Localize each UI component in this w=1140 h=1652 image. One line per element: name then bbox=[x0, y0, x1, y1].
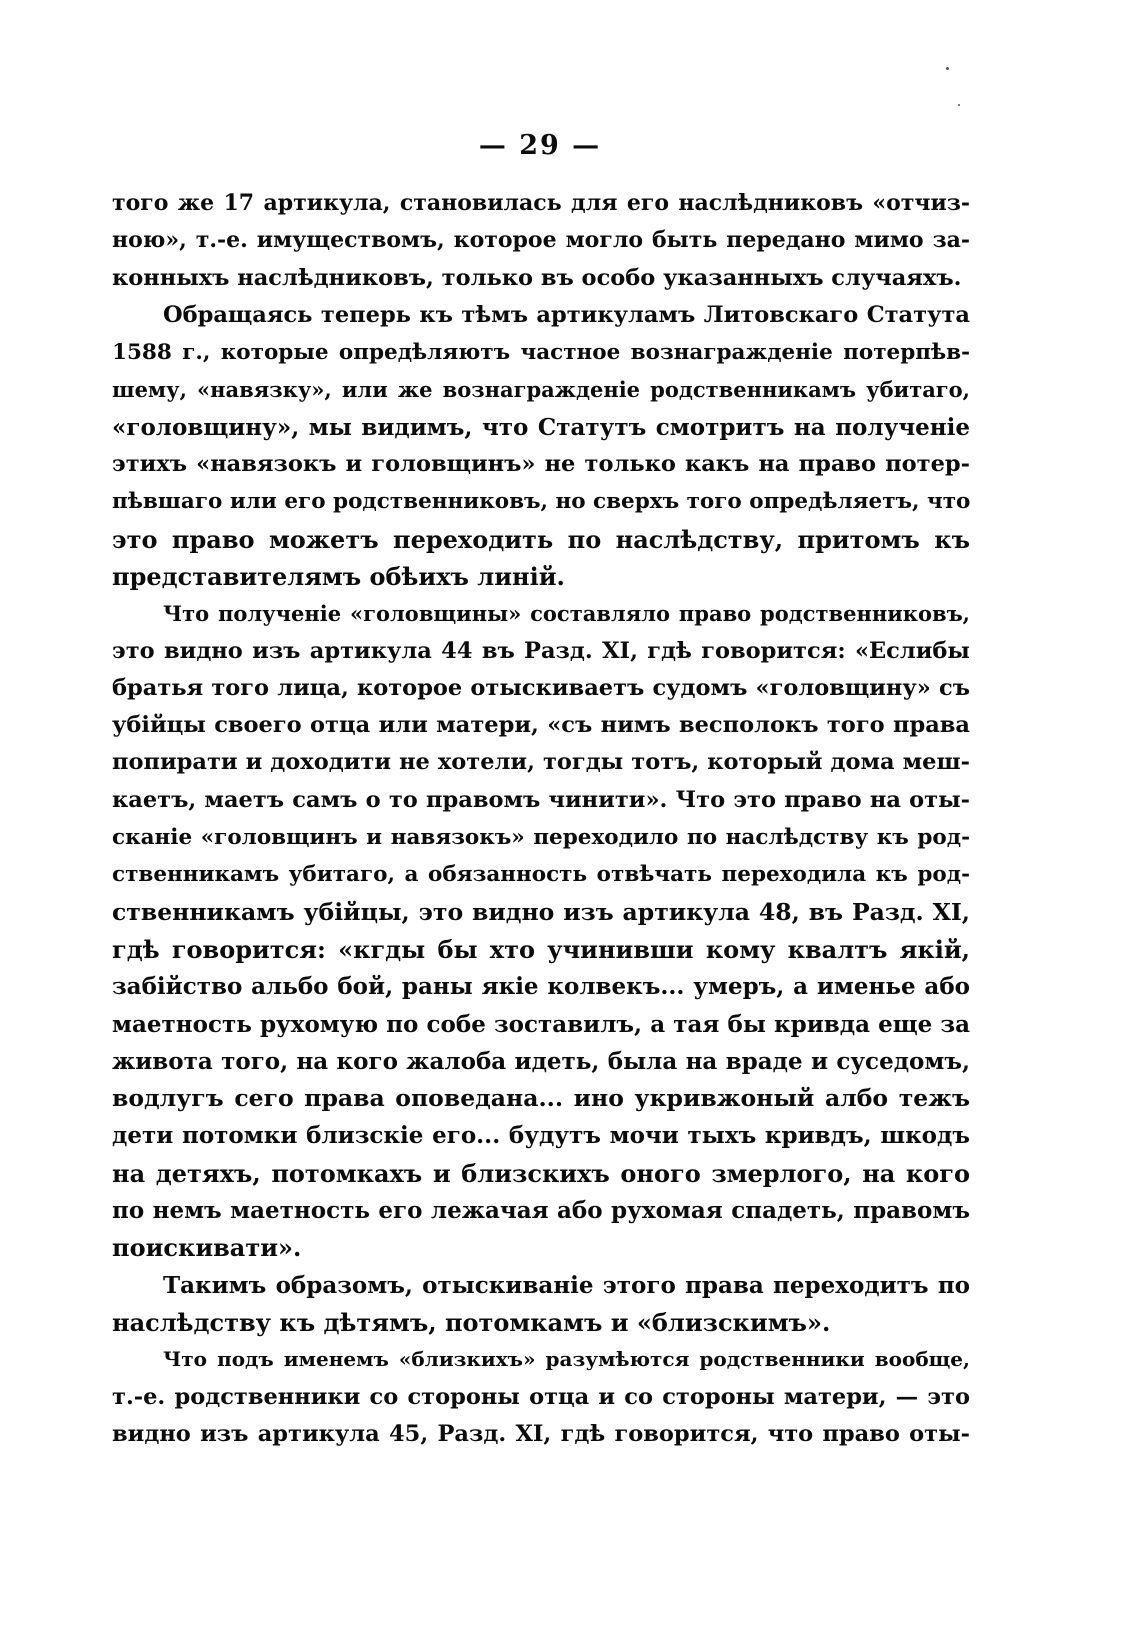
text-line: по немъ маетность его лежачая або рухомая спадеть, правомъ bbox=[112, 1197, 970, 1225]
text-line: видно изъ артикула 45, Разд. XI, гдѣ говорится, что право оты- bbox=[112, 1420, 970, 1447]
text-line: т.-е. родственники со стороны отца и со стороны матери, — это bbox=[112, 1383, 970, 1410]
text-line: это видно изъ артикула 44 въ Разд. XI, гдѣ говорится: «Еслибы bbox=[112, 637, 970, 664]
text-line: представителямъ обѣихъ линій. bbox=[112, 561, 565, 591]
page-number: — 29 — bbox=[478, 130, 602, 161]
text-line: Такимъ образомъ, отыскиваніе этого права переходитъ по bbox=[163, 1271, 970, 1299]
text-line: забійство альбо бой, раны якіе колвекъ... умеръ, а именье або bbox=[112, 973, 970, 1001]
text-line: ственникамъ убійцы, это видно изъ артикула 48, въ Разд. XI, bbox=[112, 897, 970, 926]
text-line: Обращаясь теперь къ тѣмъ артикуламъ Литовскаго Статута bbox=[163, 301, 970, 328]
text-line: того же 17 артикула, становилась для его наслѣдниковъ «отчиз- bbox=[112, 190, 970, 216]
text-line: Что подъ именемъ «близкихъ» разумѣются родственники вообще, bbox=[163, 1347, 970, 1372]
text-line: попирати и доходити не хотели, тогды тотъ, который дома меш- bbox=[112, 749, 970, 776]
text-line: дети потомки близскіе его... будутъ мочи тыхъ кривдъ, шкодъ bbox=[112, 1122, 970, 1150]
text-line: этихъ «навязокъ и головщинъ» не только какъ на право потер- bbox=[112, 451, 970, 478]
scan-speck bbox=[946, 67, 949, 70]
scan-speck bbox=[958, 104, 960, 106]
text-line: ственникамъ убитаго, а обязанность отвѣчать переходила къ род- bbox=[112, 862, 970, 888]
text-line: конныхъ наслѣдниковъ, только въ особо указанныхъ случаяхъ. bbox=[112, 264, 962, 291]
text-line: на детяхъ, потомкахъ и близскихъ оного змерлого, на кого bbox=[112, 1158, 970, 1188]
text-line: живота того, на кого жалоба идеть, была на враде и суседомъ, bbox=[112, 1047, 970, 1075]
text-line: это право можетъ переходить по наслѣдству, притомъ къ bbox=[112, 524, 970, 554]
text-line: братья того лица, которое отыскиваетъ судомъ «головщину» съ bbox=[112, 674, 970, 701]
text-line: водлугъ сего права оповедана... ино укривжоный албо тежъ bbox=[112, 1084, 970, 1113]
text-line: каетъ, маетъ самъ о то правомъ чинити». Что это право на оты- bbox=[112, 786, 970, 813]
text-line: шему, «навязку», или же вознагражденіе родственникамъ убитаго, bbox=[112, 377, 970, 403]
text-line: гдѣ говорится: «кгды бы хто учинивши кому квалтъ якій, bbox=[112, 934, 970, 964]
text-line: маетность рухомую по собе зоставилъ, а тая бы кривда еще за bbox=[112, 1010, 970, 1038]
text-line: убійцы своего отца или матери, «съ нимъ весполокъ того права bbox=[112, 712, 970, 739]
text-line: поискивати». bbox=[112, 1233, 302, 1263]
text-line: наслѣдству къ дѣтямъ, потомкамъ и «близскимъ». bbox=[112, 1307, 831, 1337]
text-line: «головщину», мы видимъ, что Статутъ смотритъ на полученіе bbox=[112, 413, 970, 441]
text-line: сканіе «головщинъ и навязокъ» переходило по наслѣдству къ род- bbox=[112, 825, 970, 851]
body-text bbox=[112, 185, 970, 1453]
text-line: 1588 г., которые опредѣляютъ частное вознагражденіе потерпѣв- bbox=[112, 340, 970, 366]
text-line: Что полученіе «головщины» составляло право родственниковъ, bbox=[163, 601, 970, 627]
text-line: ною», т.-е. имуществомъ, которое могло быть передано мимо за- bbox=[112, 227, 970, 254]
text-line: пѣвшаго или его родственниковъ, но сверхъ того опредѣляетъ, что bbox=[112, 489, 970, 515]
